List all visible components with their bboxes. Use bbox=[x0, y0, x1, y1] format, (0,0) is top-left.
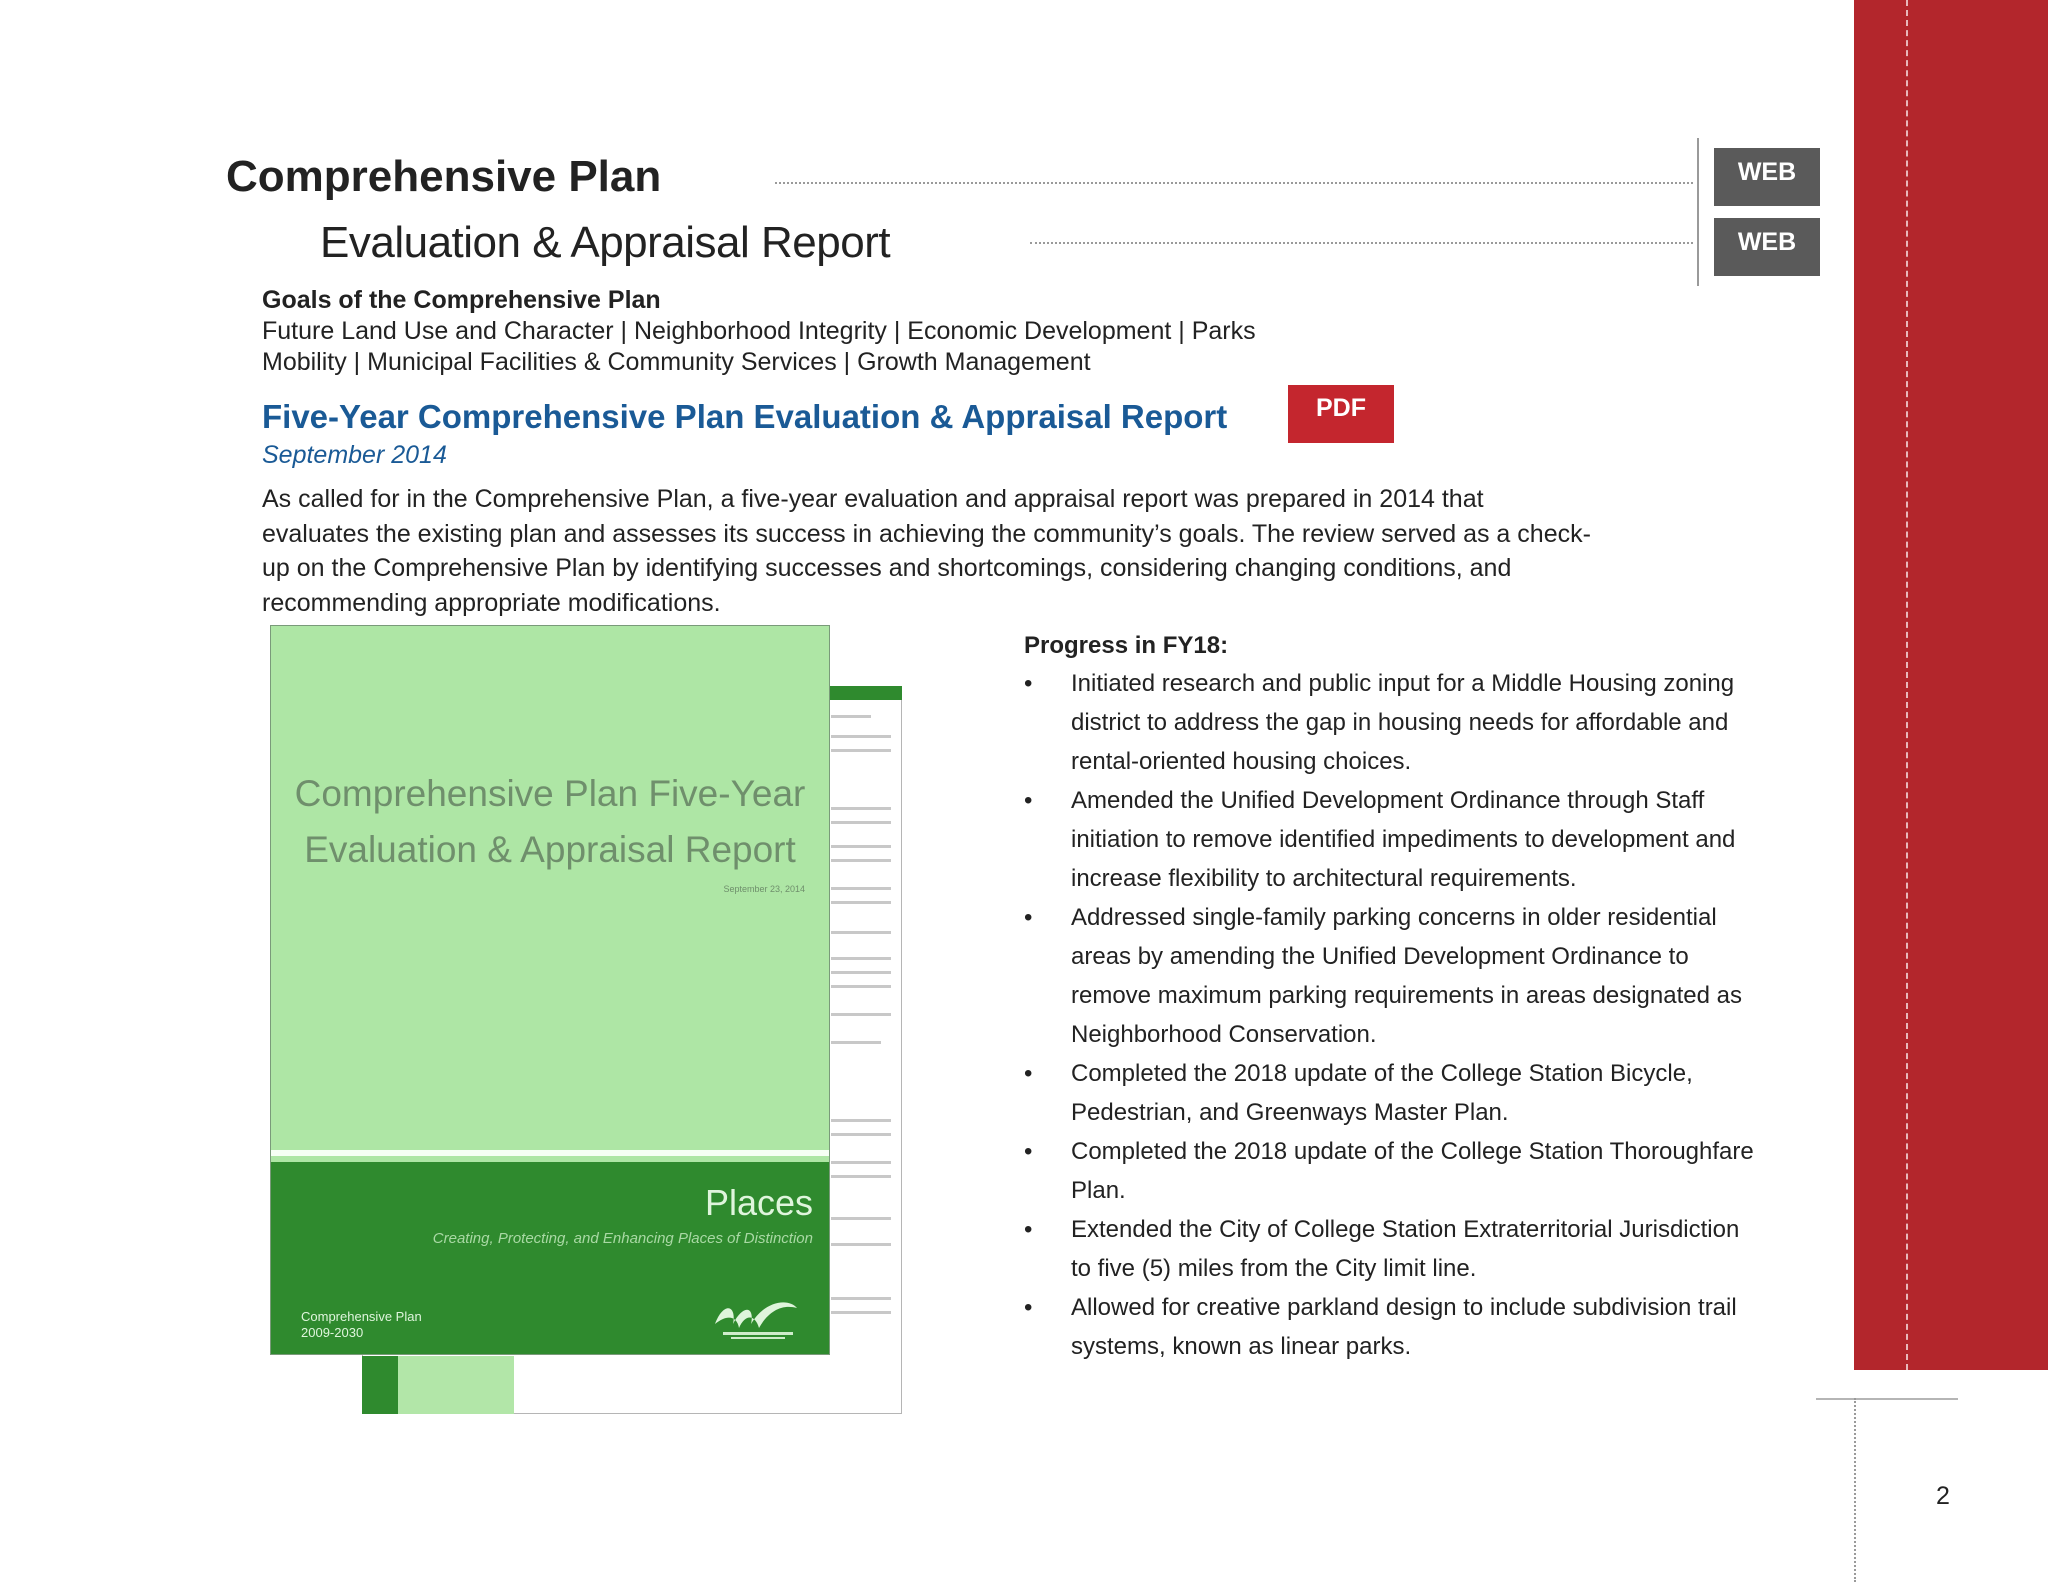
title-leader-line bbox=[775, 182, 1693, 184]
list-item bbox=[1024, 1132, 1764, 1210]
list-item-text: Initiated research and public input for a Middle Housing zoning district to address the gap in housing needs for affordable and rental-oriented housing choices. bbox=[1071, 670, 1735, 775]
cover-section-subtitle: Creating, Protecting, and Enhancing Places of Distinction bbox=[432, 1230, 813, 1247]
cover-plan-name: Comprehensive Plan bbox=[301, 1309, 422, 1324]
bullet-icon: • bbox=[1024, 787, 1033, 814]
cover-title-line: Comprehensive Plan Five-Year bbox=[294, 773, 806, 814]
list-item bbox=[1024, 664, 1764, 781]
city-logo-icon bbox=[709, 1294, 801, 1342]
cover-date: September 23, 2014 bbox=[723, 884, 805, 894]
list-item-text: Completed the 2018 update of the College Station Thoroughfare Plan. bbox=[1071, 1138, 1754, 1204]
report-description: As called for in the Comprehensive Plan, a five-year evaluation and appraisal report was prepared in 2014 that evaluates the existing plan and assesses its success in achieving the community’s goals. The review served as a check-up on the Comprehensive Plan by identifying successes and shortcomings, considering changing conditions, and recommending appropriate modifications. bbox=[262, 485, 1591, 617]
bullet-icon: • bbox=[1024, 1294, 1033, 1321]
report-date: September 2014 bbox=[262, 441, 447, 469]
report-cover-image bbox=[270, 625, 830, 1355]
cover-stripe bbox=[271, 1150, 829, 1156]
bullet-icon: • bbox=[1024, 1216, 1033, 1243]
list-item bbox=[1024, 1288, 1764, 1366]
cover-plan-years: 2009-2030 bbox=[301, 1325, 364, 1340]
bullet-icon: • bbox=[1024, 1138, 1033, 1165]
list-item bbox=[1024, 781, 1764, 898]
decorative-red-band bbox=[1854, 0, 2048, 1370]
list-item-text: Addressed single-family parking concerns in older residential areas by amending the Unified Development Ordinance to remove maximum parking requirements in areas designated as Neighborhood Conservation. bbox=[1071, 904, 1742, 1048]
goals-heading: Goals of the Comprehensive Plan bbox=[262, 286, 661, 314]
list-item bbox=[1024, 1210, 1764, 1288]
list-item bbox=[1024, 898, 1764, 1054]
list-item-text: Completed the 2018 update of the College Station Bicycle, Pedestrian, and Greenways Master Plan. bbox=[1071, 1060, 1693, 1126]
page-title: Comprehensive Plan bbox=[226, 152, 662, 201]
report-title: Five-Year Comprehensive Plan Evaluation & Appraisal Report bbox=[262, 398, 1228, 435]
list-item-text: Extended the City of College Station Extraterritorial Jurisdiction to five (5) miles from the City limit line. bbox=[1071, 1216, 1740, 1282]
inner-page-header-bar bbox=[828, 686, 902, 700]
bullet-icon: • bbox=[1024, 904, 1033, 931]
page-subtitle: Evaluation & Appraisal Report bbox=[320, 218, 891, 267]
bullet-icon: • bbox=[1024, 1060, 1033, 1087]
list-item-text: Allowed for creative parkland design to include subdivision trail systems, known as linear parks. bbox=[1071, 1294, 1737, 1360]
inner-page-spine-tab bbox=[362, 1356, 398, 1414]
cover-title bbox=[271, 766, 829, 878]
goals-list-line: Mobility | Municipal Facilities & Community Services | Growth Management bbox=[262, 348, 1091, 376]
cover-plan-label bbox=[301, 1309, 422, 1341]
list-item bbox=[1024, 1054, 1764, 1132]
web-link-button-comprehensive-plan[interactable]: WEB bbox=[1714, 148, 1820, 206]
cover-title-line: Evaluation & Appraisal Report bbox=[304, 829, 796, 870]
footer-dotted-divider bbox=[1854, 1398, 1856, 1582]
list-item-text: Amended the Unified Development Ordinance through Staff initiation to remove identified impediments to development and increase flexibility to architectural requirements. bbox=[1071, 787, 1736, 892]
page-number: 2 bbox=[1936, 1482, 1950, 1510]
pdf-download-button[interactable]: PDF bbox=[1288, 385, 1394, 443]
progress-heading: Progress in FY18: bbox=[1024, 632, 1229, 659]
progress-list bbox=[1024, 664, 1764, 1366]
cover-section-title: Places bbox=[704, 1182, 813, 1223]
header-divider bbox=[1697, 138, 1699, 286]
web-link-button-evaluation-report[interactable]: WEB bbox=[1714, 218, 1820, 276]
goals-list-line: Future Land Use and Character | Neighborhood Integrity | Economic Development | Parks bbox=[262, 317, 1256, 345]
footer-rule bbox=[1816, 1398, 1958, 1400]
red-band-dashed-line bbox=[1906, 0, 1908, 1370]
subtitle-leader-line bbox=[1030, 242, 1693, 244]
bullet-icon: • bbox=[1024, 670, 1033, 697]
